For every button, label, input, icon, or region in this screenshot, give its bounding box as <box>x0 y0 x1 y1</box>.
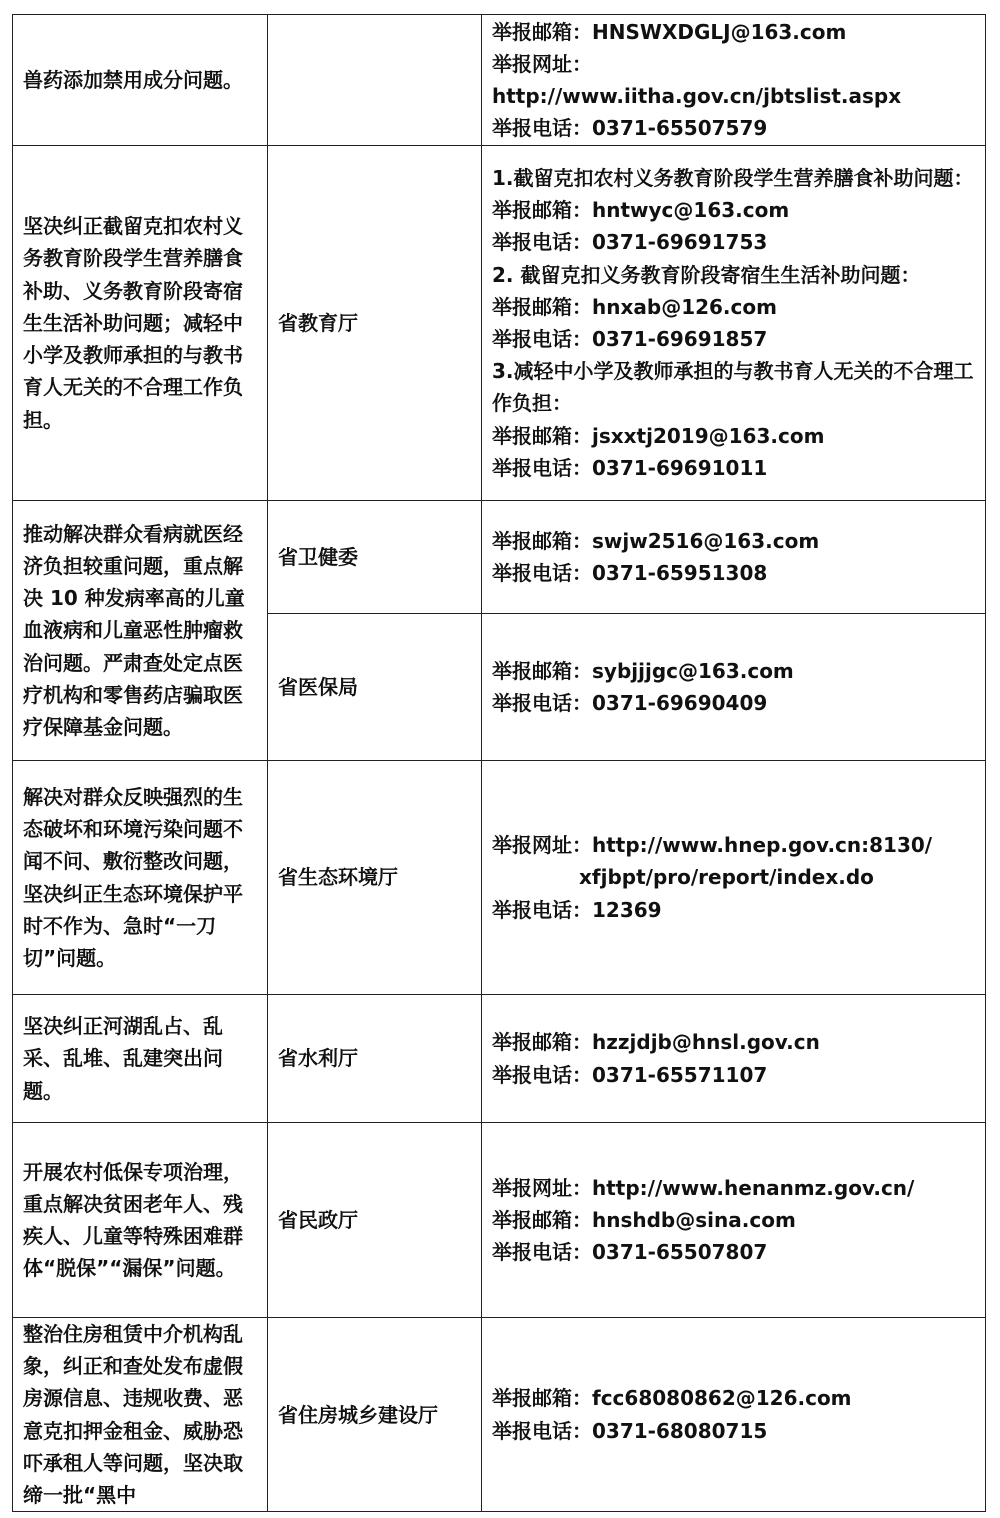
report-url-continuation[interactable]: xfjbpt/pro/report/index.do <box>579 865 874 890</box>
report-url-label: 举报网址： <box>492 51 592 76</box>
contact-cell <box>482 761 986 995</box>
report-email[interactable]: 举报邮箱：fcc68080862@126.com <box>492 1386 852 1411</box>
report-email[interactable]: 举报邮箱：swjw2516@163.com <box>492 528 820 553</box>
table-row <box>13 1123 986 1318</box>
report-phone: 举报电话：0371-65507579 <box>492 116 768 141</box>
issue-cell <box>13 15 268 146</box>
table-row <box>13 761 986 995</box>
department-name: 省教育厅 <box>278 310 358 335</box>
department-cell <box>268 1123 482 1318</box>
subtopic-heading: 1.截留克扣农村义务教育阶段学生营养膳食补助问题： <box>492 165 974 190</box>
report-url[interactable]: 举报网址：http://www.henanmz.gov.cn/ <box>492 1175 915 1200</box>
report-email[interactable]: 举报邮箱：hnxab@126.com <box>492 294 777 319</box>
report-phone: 举报电话：0371-65571107 <box>492 1062 768 1087</box>
table-row <box>13 1318 986 1512</box>
subtopic-heading: 2. 截留克扣义务教育阶段寄宿生生活补助问题： <box>492 262 921 287</box>
report-phone: 举报电话：0371-69691753 <box>492 230 768 255</box>
report-phone: 举报电话：0371-69690409 <box>492 691 768 715</box>
report-email[interactable]: 举报邮箱：sybjjjgc@163.com <box>492 658 794 683</box>
issue-text: 开展农村低保专项治理，重点解决贫困老年人、残疾人、儿童等特殊困难群体“脱保”“漏保”问题。 <box>23 1159 243 1281</box>
report-phone: 举报电话：0371-69691857 <box>492 327 768 351</box>
department-cell <box>268 995 482 1123</box>
contact-cell <box>482 146 986 501</box>
issue-text: 解决对群众反映强烈的生态破坏和环境污染问题不闻不问、敷衍整改问题，坚决纠正生态环境保护平时不作为、急时“一刀切”问题。 <box>23 784 243 970</box>
report-url[interactable]: http://www.iitha.gov.cn/jbtslist.aspx <box>492 84 902 108</box>
table-row <box>13 146 986 501</box>
report-phone: 举报电话：12369 <box>492 897 662 922</box>
issue-cell <box>13 501 268 761</box>
contact-cell <box>482 614 986 761</box>
report-email[interactable]: 举报邮箱：HNSWXDGLJ@163.com <box>492 19 847 44</box>
issue-cell <box>13 146 268 501</box>
department-name: 省生态环境厅 <box>278 865 398 890</box>
report-url[interactable]: 举报网址：http://www.hnep.gov.cn:8130/ <box>492 833 933 858</box>
department-name: 省住房城乡建设厅 <box>278 1402 438 1427</box>
issue-cell <box>13 761 268 995</box>
table-row <box>13 995 986 1123</box>
report-phone: 举报电话：0371-65951308 <box>492 561 768 585</box>
contact-cell <box>482 1123 986 1318</box>
issue-cell <box>13 995 268 1123</box>
report-email[interactable]: 举报邮箱：hzzjdjb@hnsl.gov.cn <box>492 1030 820 1055</box>
issue-text: 推动解决群众看病就医经济负担较重问题，重点解决 10 种发病率高的儿童血液病和儿童恶性肿瘤救治问题。严肃查处定点医疗机构和零售药店骗取医疗保障基金问题。 <box>23 521 245 739</box>
report-email[interactable]: 举报邮箱：jsxxtj2019@163.com <box>492 423 825 448</box>
report-phone: 举报电话：0371-65507807 <box>492 1240 768 1265</box>
report-email[interactable]: 举报邮箱：hnshdb@sina.com <box>492 1207 796 1232</box>
department-cell <box>268 501 482 614</box>
report-channel-table <box>12 14 986 1512</box>
issue-text: 整治住房租赁中介机构乱象，纠正和查处发布虚假房源信息、违规收费、恶意克扣押金租金、威胁恐吓承租人等问题，坚决取缔一批“黑中 <box>23 1322 243 1508</box>
issue-text: 兽药添加禁用成分问题。 <box>23 67 243 92</box>
issue-text: 坚决纠正截留克扣农村义务教育阶段学生营养膳食补助、义务教育阶段寄宿生生活补助问题；减轻中小学及教师承担的与教书育人无关的不合理工作负担。 <box>23 214 243 432</box>
department-cell <box>268 761 482 995</box>
department-name: 省医保局 <box>278 674 358 699</box>
contact-cell <box>482 15 986 146</box>
table-row <box>13 15 986 146</box>
department-name: 省民政厅 <box>278 1207 358 1232</box>
department-cell <box>268 15 482 146</box>
department-name: 省水利厅 <box>278 1046 358 1071</box>
department-cell <box>268 614 482 761</box>
issue-text: 坚决纠正河湖乱占、乱采、乱堆、乱建突出问题。 <box>23 1014 223 1103</box>
department-cell <box>268 1318 482 1512</box>
department-cell <box>268 146 482 501</box>
department-name: 省卫健委 <box>278 544 358 569</box>
report-email[interactable]: 举报邮箱：hntwyc@163.com <box>492 198 790 223</box>
issue-cell <box>13 1318 268 1512</box>
report-phone: 举报电话：0371-69691011 <box>492 455 768 480</box>
contact-cell <box>482 995 986 1123</box>
subtopic-heading: 3.减轻中小学及教师承担的与教书育人无关的不合理工作负担： <box>492 359 974 416</box>
issue-cell <box>13 1123 268 1318</box>
table-row <box>13 501 986 614</box>
report-phone: 举报电话：0371-68080715 <box>492 1418 768 1443</box>
contact-cell <box>482 1318 986 1512</box>
contact-cell <box>482 501 986 614</box>
